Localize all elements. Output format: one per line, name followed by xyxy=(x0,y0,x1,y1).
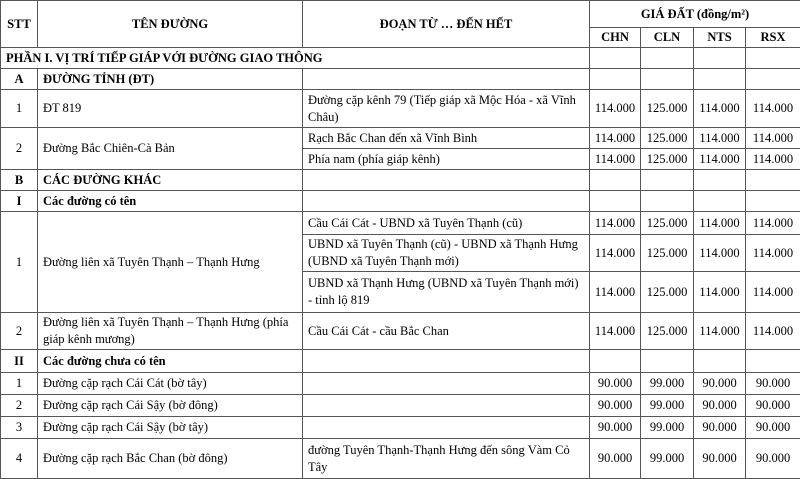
section-label: CÁC ĐƯỜNG KHÁC xyxy=(38,170,303,191)
header-street-name: TÊN ĐƯỜNG xyxy=(38,1,303,48)
table-row: 1 Đường cặp rạch Cái Cát (bờ tây) 90.000 99.000 90.000 90.000 xyxy=(1,373,800,395)
header-rsx: RSX xyxy=(746,28,800,48)
section-stt: I xyxy=(1,191,38,212)
header-land-price: GIÁ ĐẤT (đồng/m²) xyxy=(590,1,800,28)
table-row: 2 Đường cặp rạch Cái Sậy (bờ đông) 90.000 99.000 90.000 90.000 xyxy=(1,395,800,417)
header-cln: CLN xyxy=(641,28,694,48)
table-row: 1 ĐT 819 Đường cặp kênh 79 (Tiếp giáp xã Mộc Hóa - xã Vĩnh Châu) 114.000 125.000 114.000 114.000 xyxy=(1,90,800,128)
table-row: UBND xã Thạnh Hưng (UBND xã Tuyên Thạnh mới) - tỉnh lộ 819 114.000 125.000 114.000 114.000 xyxy=(1,272,800,313)
table-row: Phía nam (phía giáp kênh) 114.000 125.000 114.000 114.000 xyxy=(1,149,800,170)
header-chn: CHN xyxy=(590,28,641,48)
header-nts: NTS xyxy=(694,28,746,48)
header-segment: ĐOẠN TỪ … ĐẾN HẾT xyxy=(303,1,590,48)
table-row: 2 Đường Bắc Chiên-Cà Bản Rạch Bắc Chan đến xã Vĩnh Bình 114.000 125.000 114.000 114.000 xyxy=(1,128,800,149)
table-row: 2 Đường liên xã Tuyên Thạnh – Thạnh Hưng (phía giáp kênh mương) Cầu Cái Cát - cầu Bắc Chan 114.000 125.000 114.000 114.000 xyxy=(1,313,800,350)
section-label: Các đường chưa có tên xyxy=(38,350,303,373)
section-label: Các đường có tên xyxy=(38,191,303,212)
table-row: UBND xã Tuyên Thạnh (cũ) - UBND xã Thạnh Hưng (UBND xã Tuyên Thạnh mới) 114.000 125.000 114.000 114.000 xyxy=(1,235,800,272)
table-row: 1 Đường liên xã Tuyên Thạnh – Thạnh Hưng Cầu Cái Cát - UBND xã Tuyên Thạnh (cũ) 114.000 125.000 114.000 114.000 xyxy=(1,212,800,235)
section-stt: A xyxy=(1,69,38,90)
section-stt: B xyxy=(1,170,38,191)
table-row: 4 Đường cặp rạch Bắc Chan (bờ đông) đường Tuyên Thạnh-Thạnh Hưng đến sông Vàm Cỏ Tây 90.000 99.000 90.000 90.000 xyxy=(1,439,800,479)
section-stt: II xyxy=(1,350,38,373)
part-heading: PHẦN I. VỊ TRÍ TIẾP GIÁP VỚI ĐƯỜNG GIAO THÔNG xyxy=(1,48,590,69)
section-label: ĐƯỜNG TỈNH (ĐT) xyxy=(38,69,303,90)
header-stt: STT xyxy=(1,1,38,48)
table-row: 3 Đường cặp rạch Cái Sậy (bờ tây) 90.000 99.000 90.000 90.000 xyxy=(1,417,800,439)
